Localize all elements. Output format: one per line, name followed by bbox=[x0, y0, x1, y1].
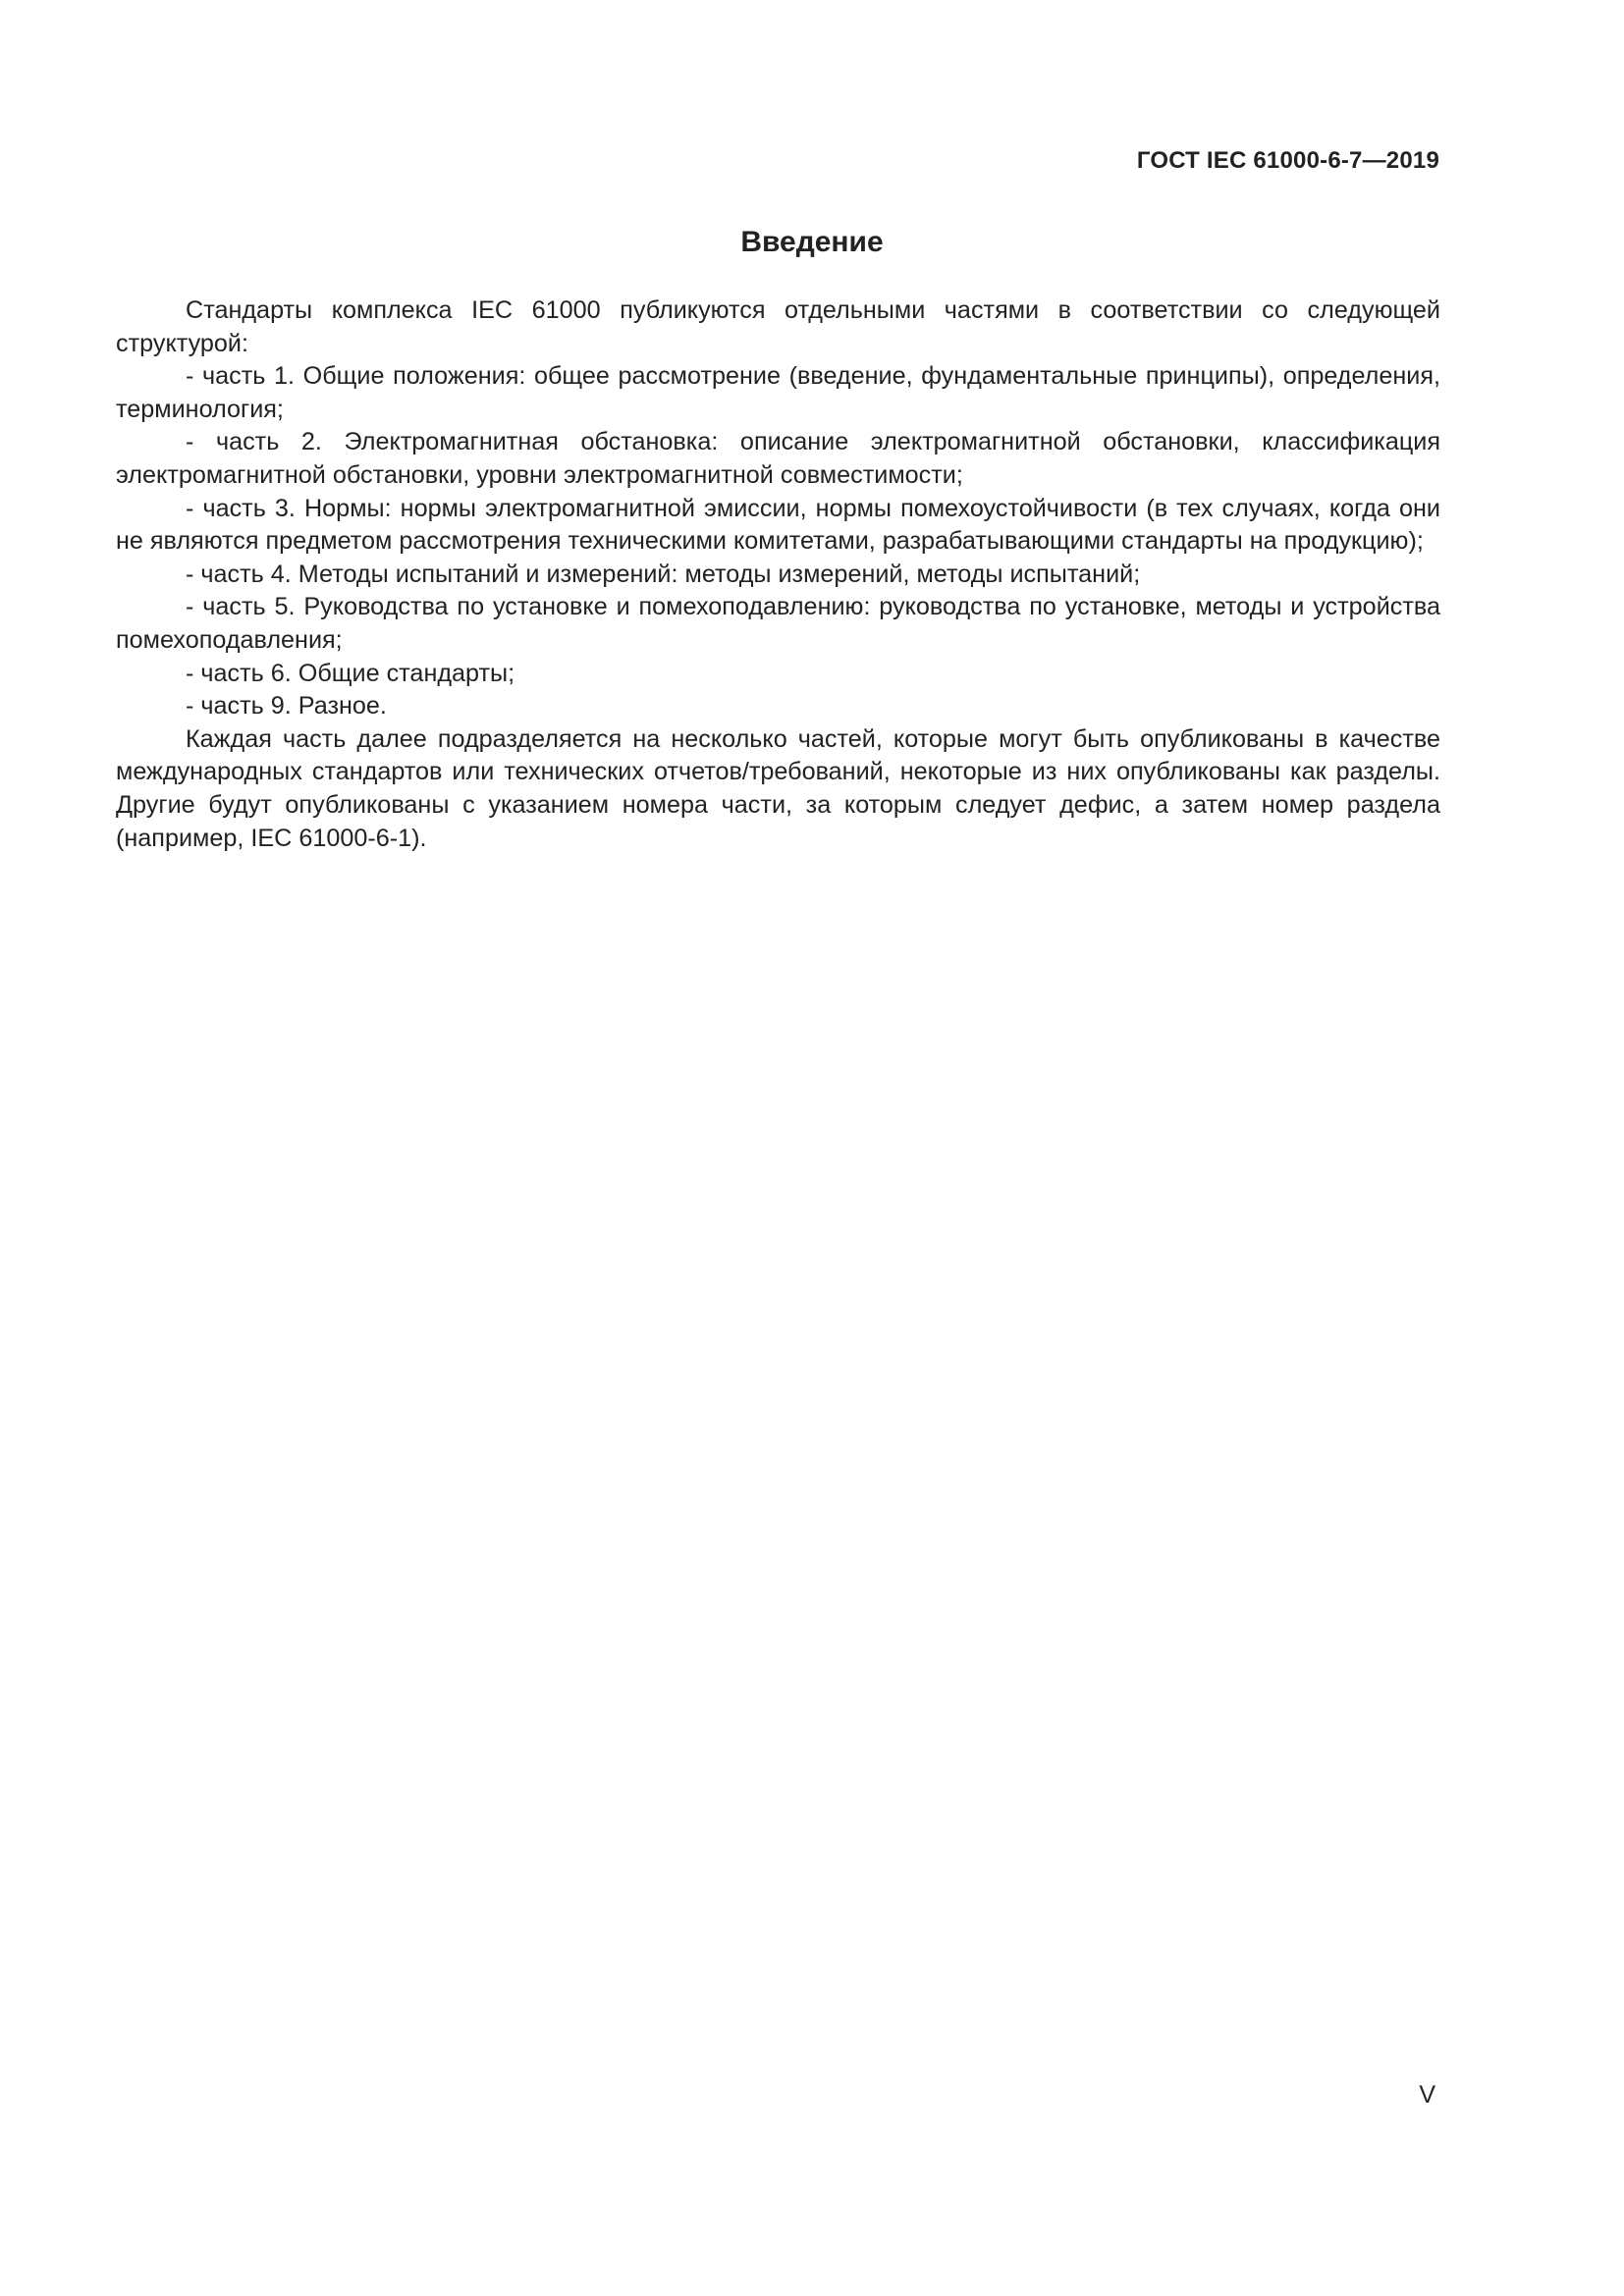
list-item: - часть 4. Методы испытаний и измерений: методы измерений, методы испытаний; bbox=[186, 560, 1141, 588]
list-item: - часть 3. Нормы: нормы электромагнитной эмиссии, нормы помехоустойчивости (в тех случаях, когда они не являются предметом рассмотрения техническими комитетами, разрабатывающими стандарты на продукцию); bbox=[116, 494, 1440, 556]
document-code: ГОСТ IEC 61000-6-7—2019 bbox=[1136, 147, 1439, 174]
introduction-body bbox=[116, 294, 1440, 855]
list-item: - часть 5. Руководства по установке и помехоподавлению: руководства по установке, методы и устройства помехоподавления; bbox=[116, 593, 1440, 654]
list-item: - часть 9. Разное. bbox=[186, 692, 387, 721]
section-title: Введение bbox=[740, 226, 884, 258]
list-item: - часть 6. Общие стандарты; bbox=[186, 659, 515, 687]
list-item: - часть 1. Общие положения: общее рассмотрение (введение, фундаментальные принципы), определения, терминология; bbox=[116, 362, 1440, 423]
paragraph: Каждая часть далее подразделяется на несколько частей, которые могут быть опубликованы в качестве международных стандартов или технических отчетов/требований, некоторые из них опубликованы как разделы. Другие будут опубликованы с указанием номера части, за которым следует дефис, а затем номер раздела (например, IEC 61000-6-1). bbox=[116, 724, 1440, 852]
page-number: V bbox=[1419, 2081, 1435, 2109]
list-item: - часть 2. Электромагнитная обстановка: описание электромагнитной обстановки, классификация электромагнитной обстановки, уровни электромагнитной совместимости; bbox=[116, 428, 1440, 489]
paragraph: Стандарты комплекса IEC 61000 публикуются отдельными частями в соответствии со следующей структурой: bbox=[116, 296, 1440, 357]
